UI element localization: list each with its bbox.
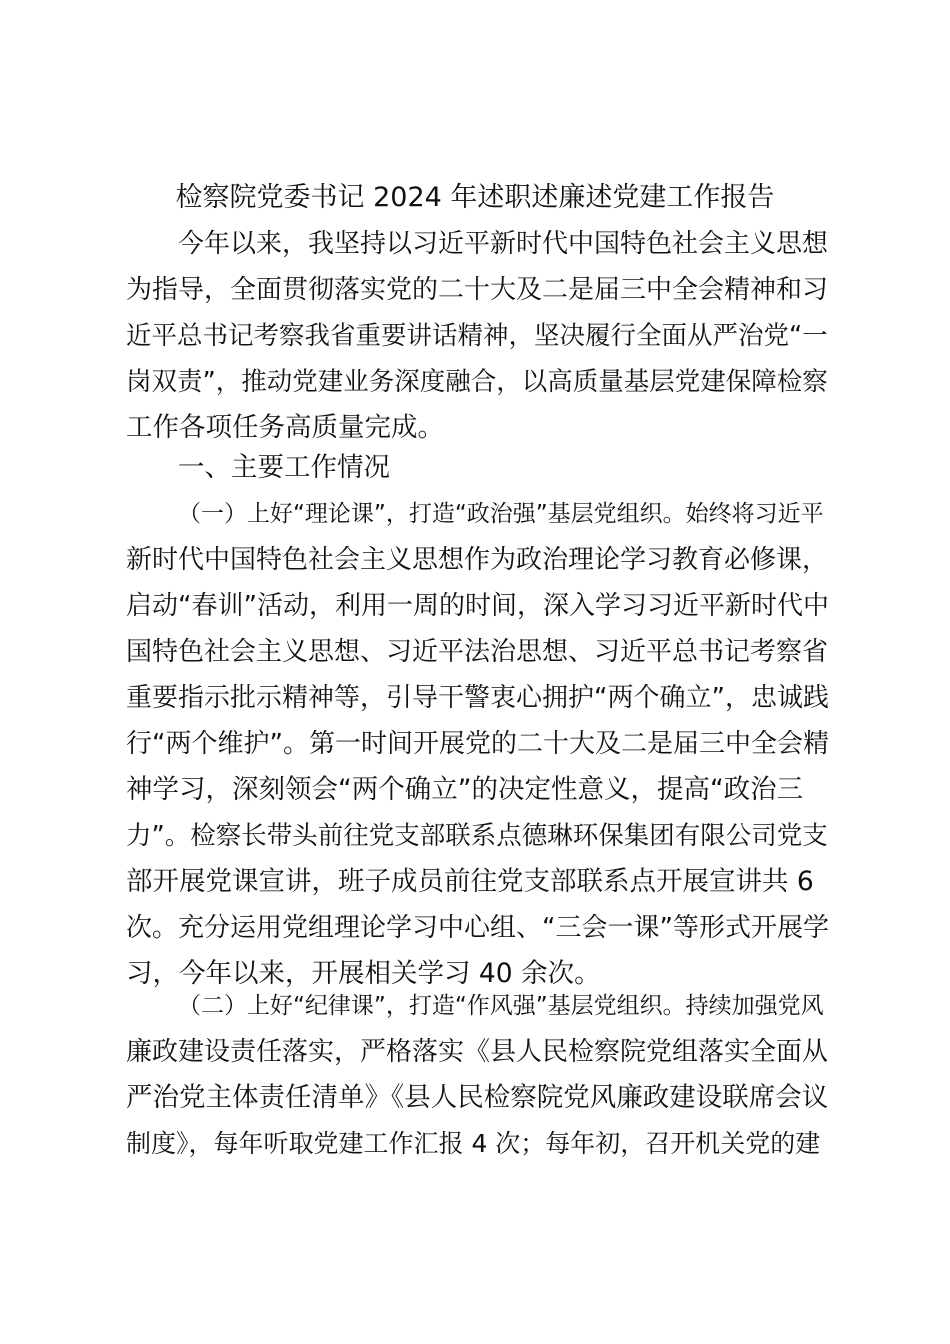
document-title: 检察院党委书记 2024 年述职述廉述党建工作报告	[175, 182, 775, 213]
text-line: 今年以来，我坚持以习近平新时代中国特色社会主义思想	[178, 229, 829, 259]
text-line: 启动“春训”活动，利用一周的时间，深入学习习近平新时代中	[126, 591, 829, 621]
text-line: 岗双责”，推动党建业务深度融合，以高质量基层党建保障检察	[126, 367, 828, 397]
text-line: 制度》，每年听取党建工作汇报 4 次；每年初，召开机关党的建	[126, 1129, 821, 1158]
text-line: 新时代中国特色社会主义思想作为政治理论学习教育必修课，	[126, 545, 829, 575]
text-line: 廉政建设责任落实，严格落实《县人民检察院党组落实全面从	[126, 1037, 829, 1067]
paragraph-item-2	[126, 983, 831, 1167]
section-heading	[126, 445, 831, 491]
text-line: 近平总书记考察我省重要讲话精神，坚决履行全面从严治党“一	[126, 321, 828, 351]
text-line: 国特色社会主义思想、习近平法治思想、习近平总书记考察省	[126, 637, 829, 667]
text-line: 工作各项任务高质量完成。	[126, 412, 444, 443]
text-line: 神学习，深刻领会“两个确立”的决定性意义，提高“政治三	[126, 774, 804, 805]
paragraph-intro	[126, 221, 831, 451]
heading-line: 一、主要工作情况	[178, 452, 390, 483]
text-line: 重要指示批示精神等，引导干警衷心拥护“两个确立”，忠诚践	[126, 683, 829, 713]
text-line: 次。充分运用党组理论学习中心组、“三会一课”等形式开展学	[126, 913, 829, 943]
text-line: 部开展党课宣讲，班子成员前往党支部联系点开展宣讲共 6	[126, 866, 814, 897]
paragraph-item-1	[126, 491, 831, 997]
text-line: （二）上好“纪律课”，打造“作风强”基层党组织。持续加强党风	[178, 993, 824, 1019]
text-line: 严治党主体责任清单》《县人民检察院党风廉政建设联席会议	[126, 1082, 829, 1113]
text-line: （一）上好“理论课”，打造“政治强”基层党组织。始终将习近平	[178, 501, 824, 527]
text-line: 行“两个维护”。第一时间开展党的二十大及二是届三中全会精	[126, 729, 829, 759]
text-line: 习，今年以来，开展相关学习 40 余次。	[126, 958, 601, 989]
text-line: 力”。检察长带头前往党支部联系点德琳环保集团有限公司党支	[126, 821, 828, 851]
text-line: 为指导，全面贯彻落实党的二十大及二是届三中全会精神和习	[126, 275, 829, 305]
